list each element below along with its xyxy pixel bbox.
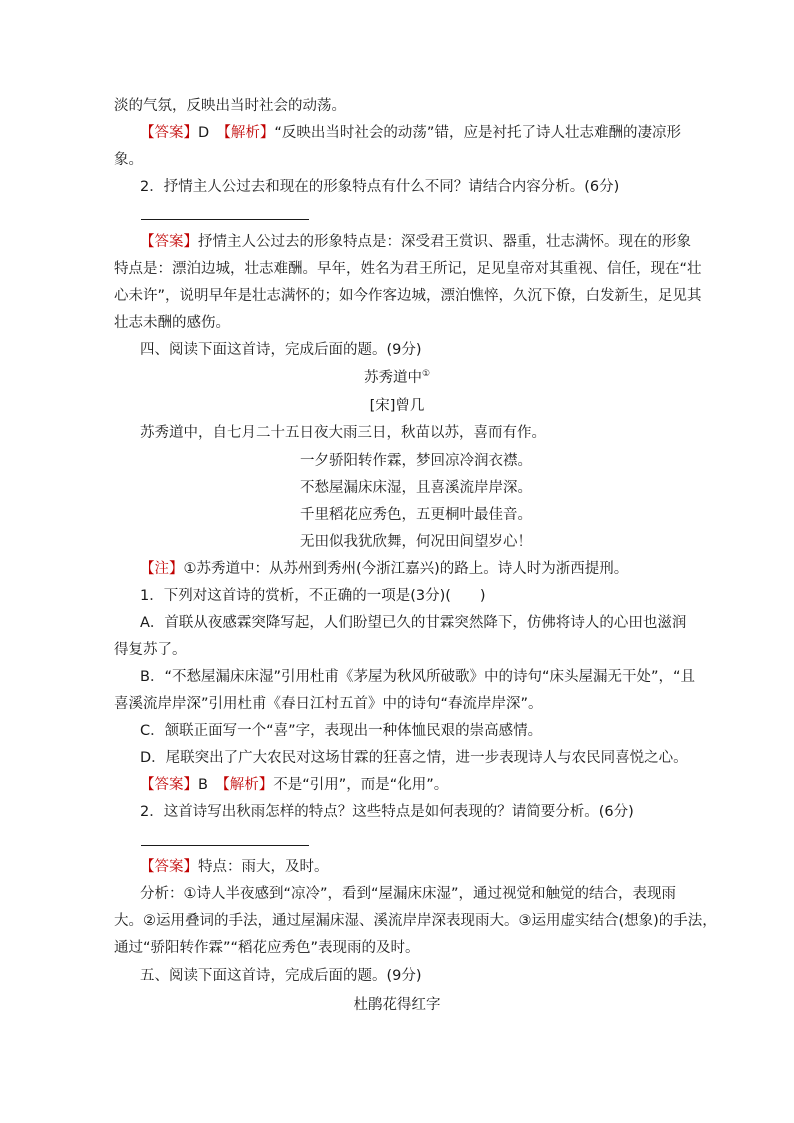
analysis-text: 不是“引用”，而是“化用”。 bbox=[273, 777, 449, 793]
text-line: 壮志未酬的感伤。 bbox=[114, 315, 230, 331]
poem-line: 无田似我犹欣舞，何况田间望岁心！ bbox=[300, 534, 532, 550]
question-2: 2．抒情主人公过去和现在的形象特点有什么不同？请结合内容分析。(6分) bbox=[140, 179, 620, 195]
footnote-marker: ① bbox=[421, 369, 431, 380]
section-4-heading: 四、阅读下面这首诗，完成后面的题。(9分) bbox=[140, 342, 422, 358]
option-a-cont: 得复苏了。 bbox=[114, 642, 187, 658]
question-2b: 2．这首诗写出秋雨怎样的特点？这些特点是如何表现的？请简要分析。(6分) bbox=[140, 804, 634, 820]
option-a: A．首联从夜感霖突降写起，人们盼望已久的甘霖突然降下，仿佛将诗人的心田也滋润 bbox=[140, 615, 687, 631]
poem-author: [宋]曾几 bbox=[369, 398, 425, 414]
analysis-tag: 【解析】 bbox=[222, 777, 274, 793]
answer-blank-line bbox=[141, 219, 309, 220]
analysis-tag: 【解析】 bbox=[223, 125, 275, 141]
poem-preface: 苏秀道中，自七月二十五日夜大雨三日，秋苗以苏，喜而有作。 bbox=[140, 425, 546, 441]
poem-title-text: 苏秀道中 bbox=[363, 370, 422, 386]
poem-title-2: 杜鹃花得红字 bbox=[353, 997, 441, 1013]
text-line: 心未许”，说明早年是壮志满怀的；如今作客边城，漂泊憔悴，久沉下僚，白发新生，足见其 bbox=[114, 288, 702, 304]
answer-tag: 【答案】 bbox=[140, 125, 198, 141]
poem-line: 一夕骄阳转作霖，梦回凉冷润衣襟。 bbox=[300, 453, 532, 469]
analysis-line: 大。②运用叠词的手法，通过屋漏床湿、溪流岸岸深表现雨大。③运用虚实结合(想象)的手法， bbox=[114, 913, 717, 929]
answer-value: B bbox=[198, 777, 223, 793]
option-b: B．“不愁屋漏床床湿”引用杜甫《茅屋为秋风所破歌》中的诗句“床头屋漏无干处”，“且 bbox=[140, 669, 696, 685]
answer-line bbox=[0, 232, 794, 252]
answer-line bbox=[0, 775, 794, 795]
answer-tag: 【答案】 bbox=[140, 234, 198, 250]
analysis-text: “反映出当时社会的动荡”错，应是衬托了诗人壮志难酬的凄凉形 bbox=[274, 125, 681, 141]
section-5-heading: 五、阅读下面这首诗，完成后面的题。(9分) bbox=[140, 968, 422, 984]
answer-line bbox=[0, 123, 794, 143]
note-tag: 【注】 bbox=[140, 561, 184, 577]
poem-title bbox=[0, 368, 794, 388]
answer-text: 特点：雨大，及时。 bbox=[198, 859, 329, 875]
poem-line: 不愁屋漏床床湿，且喜溪流岸岸深。 bbox=[300, 480, 532, 496]
answer-tag: 【答案】 bbox=[140, 859, 198, 875]
option-c: C．颔联正面写一个“喜”字，表现出一种体恤民艰的崇高感情。 bbox=[140, 723, 543, 739]
analysis-line: 分析：①诗人半夜感到“凉冷”，看到“屋漏床床湿”，通过视觉和触觉的结合，表现雨 bbox=[140, 886, 677, 902]
question-1: 1．下列对这首诗的赏析，不正确的一项是(3分)( ) bbox=[140, 588, 486, 604]
answer-text: 抒情主人公过去的形象特点是：深受君王赏识、器重，壮志满怀。现在的形象 bbox=[198, 234, 691, 250]
analysis-line: 通过“骄阳转作霖”“稻花应秀色”表现雨的及时。 bbox=[114, 940, 420, 956]
option-b-cont: 喜溪流岸岸深”引用杜甫《春日江村五首》中的诗句“春流岸岸深”。 bbox=[114, 696, 543, 712]
note-line bbox=[0, 559, 794, 579]
answer-blank-line bbox=[141, 845, 309, 846]
text-line: 淡的气氛，反映出当时社会的动荡。 bbox=[114, 98, 346, 114]
text-line: 特点是：漂泊边城，壮志难酬。早年，姓名为君王所记，足见皇帝对其重视、信任，现在“壮 bbox=[114, 261, 702, 277]
answer-line bbox=[0, 857, 794, 877]
poem-line: 千里稻花应秀色，五更桐叶最佳音。 bbox=[300, 507, 532, 523]
text-line: 象。 bbox=[114, 152, 143, 168]
note-text: ①苏秀道中：从苏州到秀州(今浙江嘉兴)的路上。诗人时为浙西提刑。 bbox=[183, 561, 629, 577]
answer-tag: 【答案】 bbox=[140, 777, 198, 793]
answer-value: D bbox=[198, 125, 224, 141]
option-d: D．尾联突出了广大农民对这场甘霖的狂喜之情，进一步表现诗人与农民同喜悦之心。 bbox=[140, 750, 688, 766]
